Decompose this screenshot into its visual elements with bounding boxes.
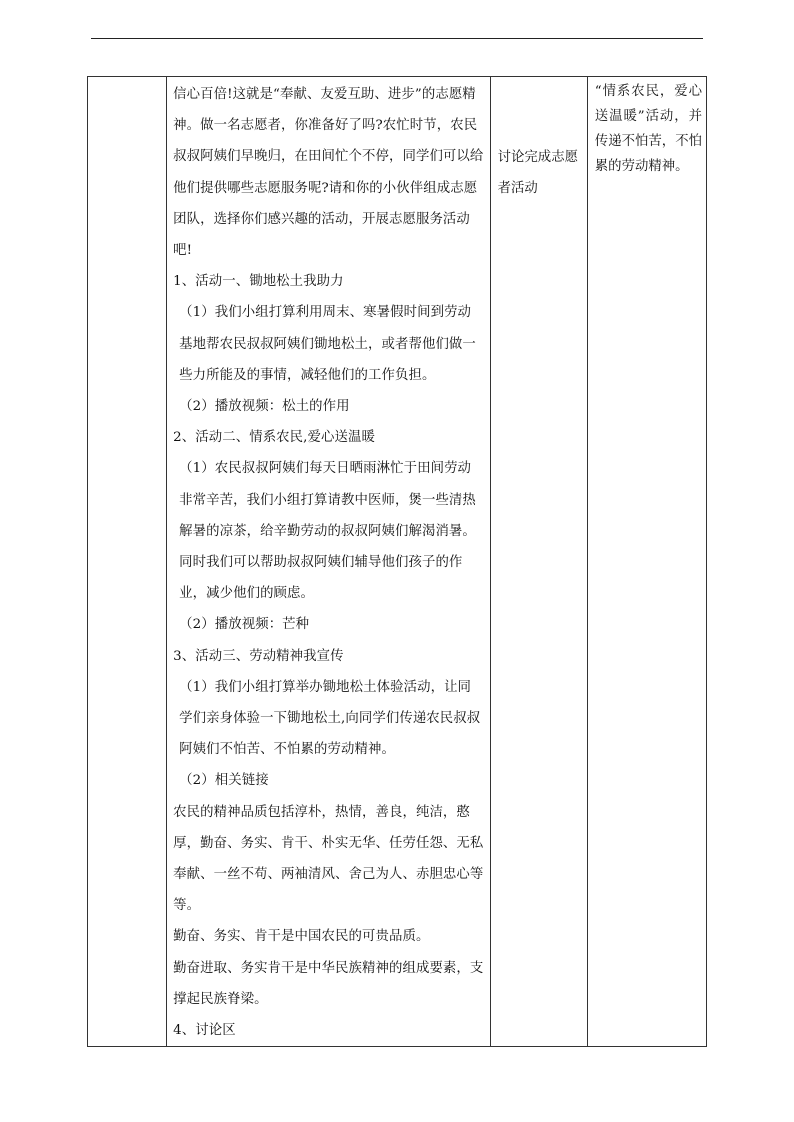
link-paragraph-2: 勤奋、务实、肯干是中国农民的可贵品质。: [173, 929, 430, 945]
link-paragraph-1: 农民的精神品质包括淳朴，热情，善良，纯洁，憨厚，勤奋、务实、肯干、朴实无华、任劳任怨、无私奉献、一丝不苟、两袖清风、舍己为人、赤胆忠心等等。: [173, 804, 484, 914]
teaching-content-cell: [167, 77, 491, 1047]
header-rule: [91, 38, 703, 39]
activity3-item2: （2）相关链接: [179, 773, 269, 789]
activity1-title: 1、活动一、锄地松土我助力: [173, 274, 344, 290]
design-intent-cell: [587, 77, 706, 1047]
link-paragraph-3: 勤奋进取、务实肯干是中华民族精神的组成要素，支撑起民族脊梁。: [173, 960, 484, 1007]
stage-cell: [88, 77, 167, 1047]
activity1-item1: （1）我们小组打算利用周末、寒暑假时间到劳动基地帮农民叔叔阿姨们锄地松土，或者帮他们做一些力所能及的事情，减轻他们的工作负担。: [179, 305, 476, 383]
lesson-plan-table: [87, 76, 707, 1047]
activity4-title: 4、讨论区: [173, 1023, 236, 1039]
student-activity-text: 讨论完成志愿者活动: [497, 150, 578, 196]
activity2-item2: （2）播放视频：芒种: [179, 617, 310, 633]
activity3-item1: （1）我们小组打算举办锄地松土体验活动，让同学们亲身体验一下锄地松土,向同学们传递农民叔叔阿姨们不怕苦、不怕累的劳动精神。: [179, 679, 481, 758]
design-intent-text: “情系农民，爱心送温暖”活动，并传递不怕苦，不怕累的劳动精神。: [594, 84, 702, 174]
activity1-item2: （2）播放视频：松土的作用: [179, 399, 350, 415]
table-row: [88, 77, 707, 1047]
activity3-title: 3、活动三、劳动精神我宣传: [173, 648, 344, 664]
teaching-content: [167, 77, 490, 1046]
activity2-item1: （1）农民叔叔阿姨们每天日晒雨淋忙于田间劳动非常辛苦，我们小组打算请教中医师，煲一些清热解暑的凉茶，给辛勤劳动的叔叔阿姨们解渴消暑。同时我们可以帮助叔叔阿姨们辅导他们孩子的作业，减少他们的顾虑。: [179, 461, 476, 602]
intro-paragraph: 信心百倍!这就是“奉献、友爱互助、进步”的志愿精神。做一名志愿者，你准备好了吗?农忙时节，农民叔叔阿姨们早晚归，在田间忙个不停，同学们可以给他们提供哪些志愿服务呢?请和你的小伙伴组成志愿团队，选择你们感兴趣的活动，开展志愿服务活动吧!: [173, 87, 484, 259]
student-activity-cell: [490, 77, 587, 1047]
activity2-title: 2、活动二、情系农民,爱心送温暖: [173, 430, 375, 446]
